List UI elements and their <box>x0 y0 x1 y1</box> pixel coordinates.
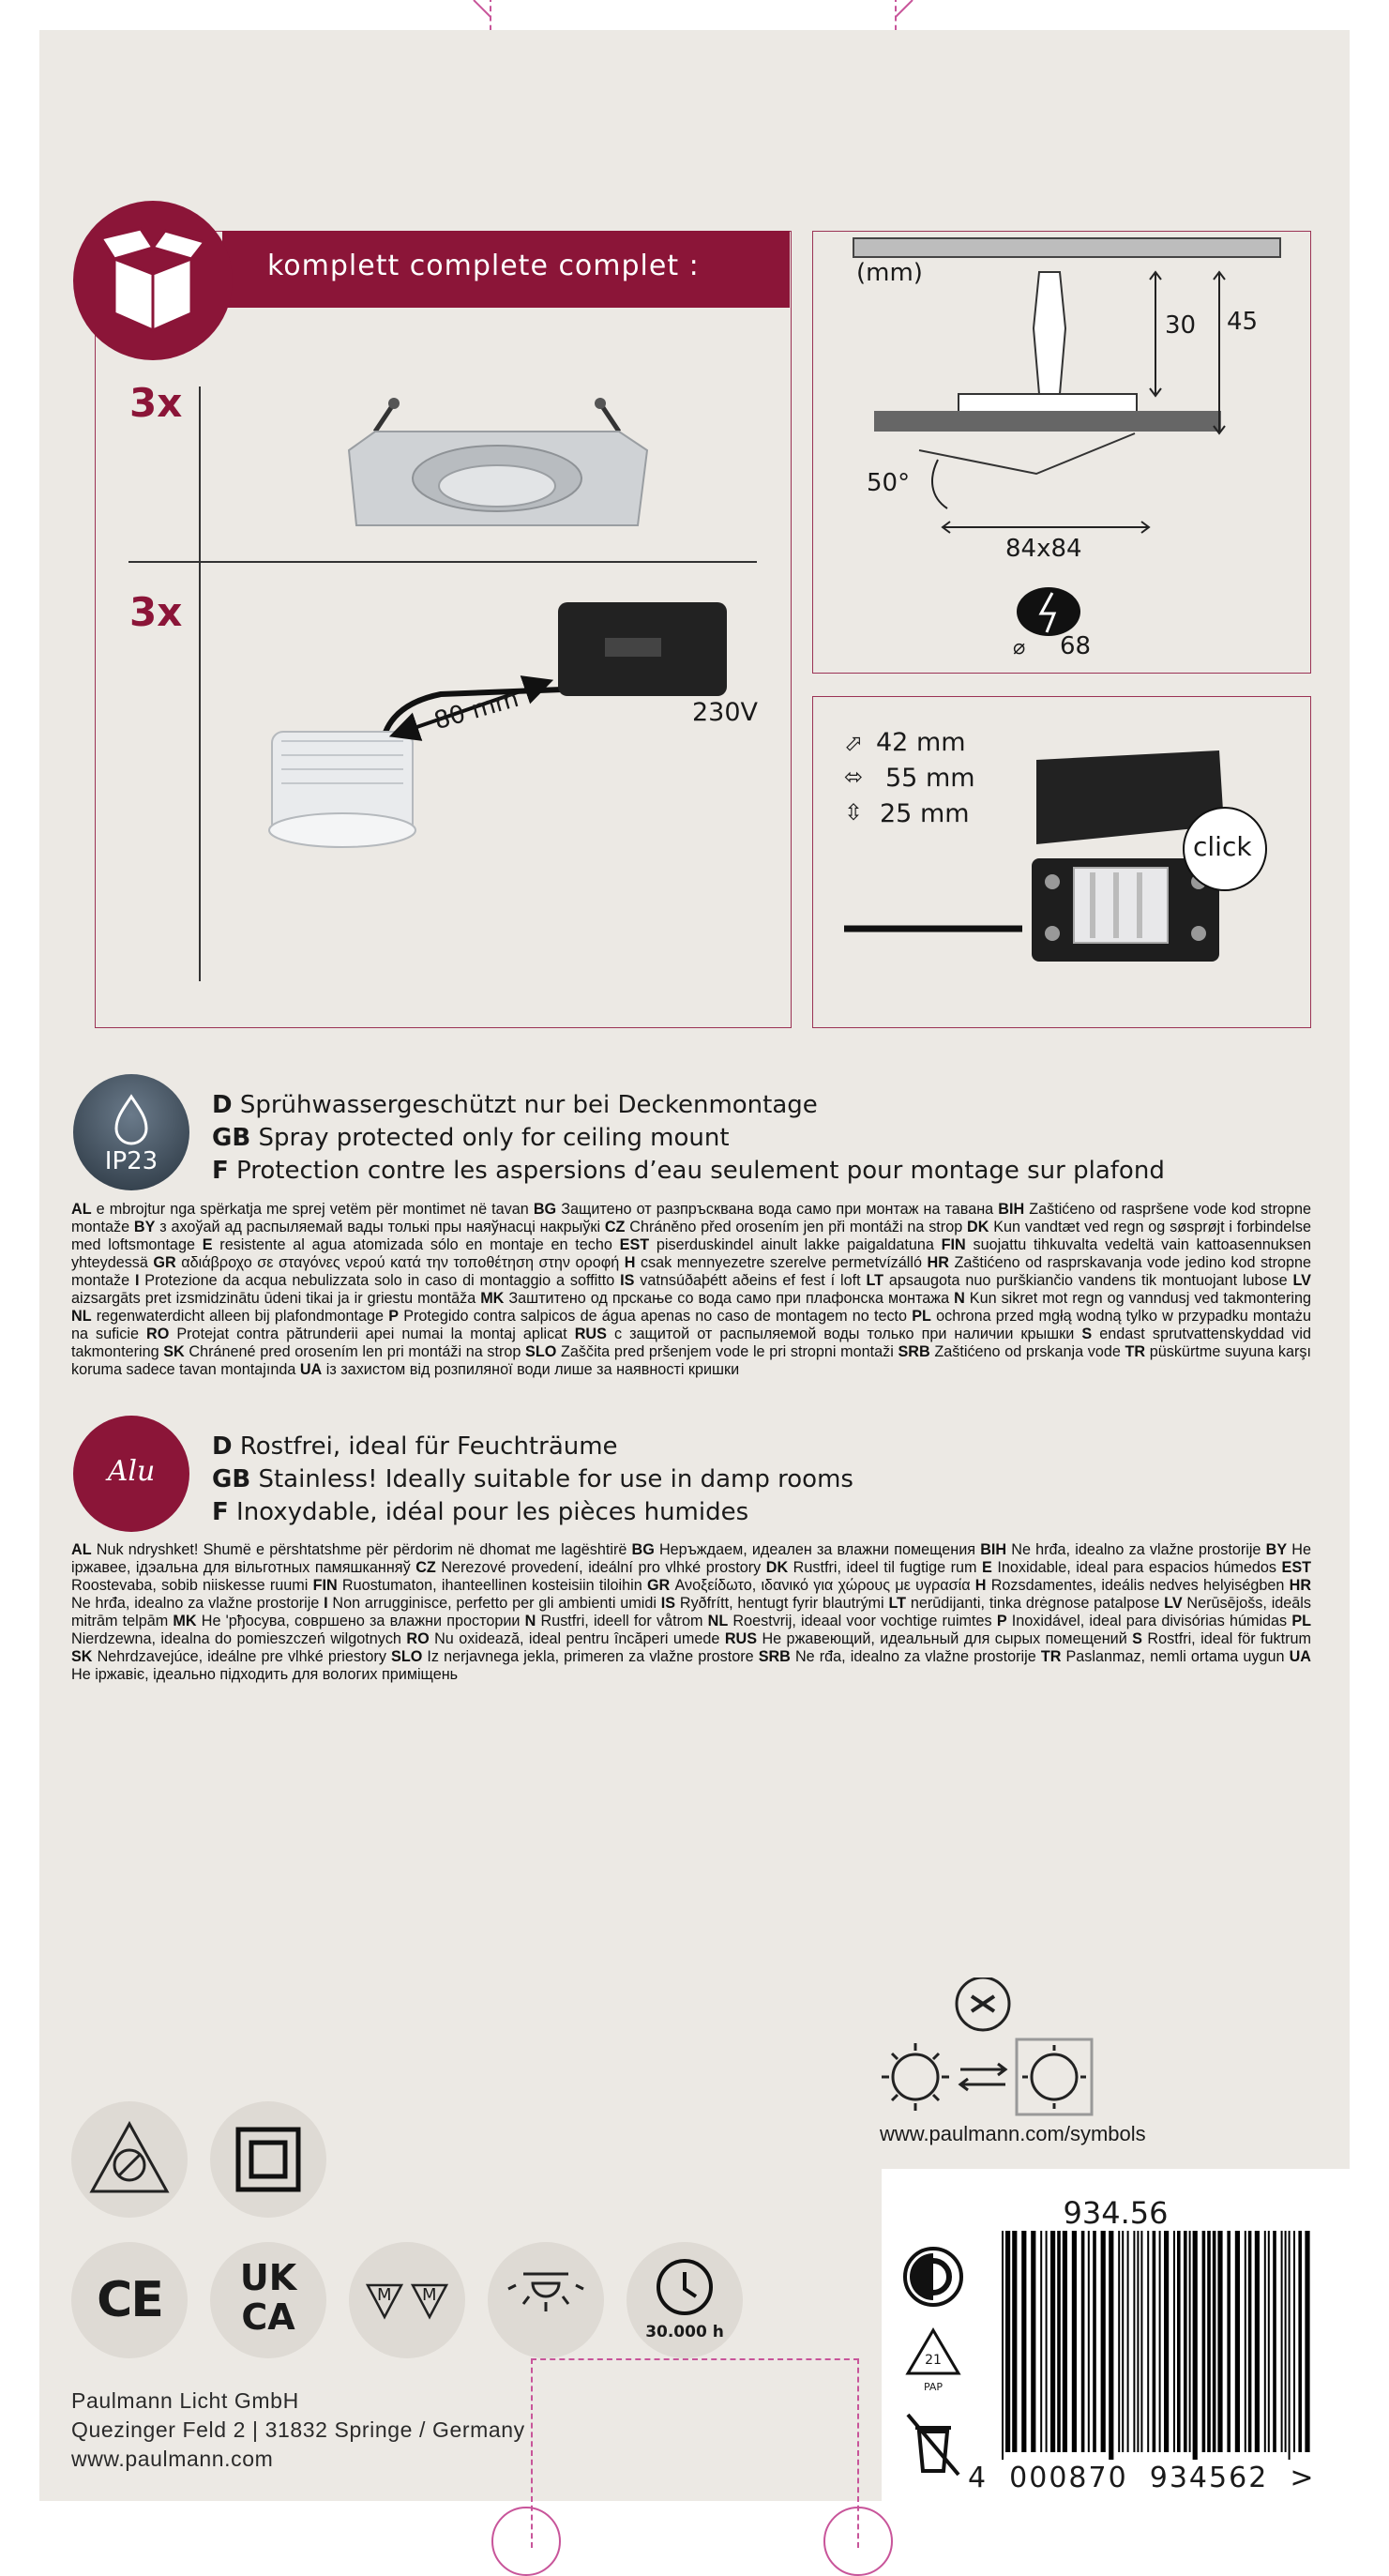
translation-text: з ахоўай ад распыляемай вады толькі пры наяўнасці накрыўкі <box>155 1219 605 1235</box>
hang-hole-left <box>491 2507 561 2576</box>
barcode-bar <box>1050 2231 1055 2452</box>
led-module-illustration <box>253 591 760 863</box>
box-width-label: 55 mm <box>885 764 975 793</box>
mm-left-text: M <box>377 2285 392 2305</box>
lang-code: LV <box>1292 1272 1311 1289</box>
barcode-bar <box>1046 2231 1048 2452</box>
barcode-bar <box>1137 2231 1139 2452</box>
translation-text: Chránené pred orosením len pri montáži na strop <box>184 1343 526 1360</box>
barcode-bar <box>1285 2231 1287 2452</box>
ean-barcode <box>998 2231 1317 2460</box>
lang-code: SLO <box>391 1648 423 1665</box>
translation-text: αδιάβροχο σε σταγόνες νερού κατά την τοποθέτηση στην οροφή <box>175 1254 625 1271</box>
lang-code: DK <box>765 1559 789 1576</box>
barcode-bar <box>1248 2231 1252 2452</box>
lang-code: MK <box>480 1290 505 1307</box>
translation-text: Ne rđa, idealno za vlažne prostorije <box>790 1648 1041 1665</box>
lang-code: SRB <box>898 1343 930 1360</box>
translation-text: suojattu tihkuvalta vedeltä vain kattoasennuksen yhteydessä <box>71 1236 1311 1271</box>
alu-line-f: F Inoxydable, idéal pour les pièces humides <box>212 1498 749 1526</box>
lang-code: UA <box>1289 1648 1311 1665</box>
barcode-bar <box>1202 2231 1206 2452</box>
barcode-bar <box>1207 2231 1211 2452</box>
company-website[interactable]: www.paulmann.com <box>71 2447 274 2471</box>
lang-code: DK <box>967 1219 989 1235</box>
barcode-bar <box>1005 2231 1010 2452</box>
cutout-diameter-label: 68 <box>1060 632 1092 660</box>
translation-text: Non arrugginisce, perfetto per gli ambienti umidi <box>327 1595 661 1612</box>
ip23-label: IP23 <box>104 1147 159 1175</box>
double-insulation-icon <box>210 2101 326 2218</box>
lang-code: FIN <box>941 1236 966 1253</box>
barcode-bar <box>1012 2231 1017 2452</box>
barcode-bar <box>1227 2231 1230 2452</box>
tilt-angle-label: 50° <box>867 469 911 497</box>
barcode-bar <box>1289 2231 1291 2460</box>
translation-text: Protezione da acqua nebulizzata solo in caso di montaggio a soffitto <box>139 1272 621 1289</box>
translation-text: Неръждаем, идеален за влажни помещения <box>654 1541 981 1558</box>
barcode-bar <box>1177 2231 1181 2452</box>
open-box-icon <box>73 201 233 360</box>
barcode-bar <box>1281 2231 1283 2452</box>
translation-text: Nuk ndryshket! Shumë e përshtatshme për përdorim në dhomat me lagështirë <box>91 1541 632 1558</box>
translation-text: Zaštićeno od rasprskavanja vode jedino kod stropne montaže <box>71 1254 1311 1289</box>
voltage-label: 230V <box>692 698 759 727</box>
lang-code: PL <box>912 1308 931 1325</box>
barcode-bar <box>1245 2231 1246 2452</box>
alu-lead-text <box>212 1431 1291 1529</box>
lang-code: E <box>982 1559 992 1576</box>
barcode-bar <box>1021 2231 1026 2452</box>
lang-code: N <box>524 1613 536 1629</box>
translation-text: Rostfri, ideal för fuktrum <box>1141 1630 1312 1647</box>
class-ii-symbol <box>210 2101 326 2218</box>
ukca-bottom-text: CA <box>241 2296 295 2338</box>
die-cut-bottom-tab <box>531 2358 859 2548</box>
translation-text: e mbrojtur nga spërkatja me sprej vetëm për montimet në tavan <box>91 1201 534 1218</box>
trash-bin-icon <box>904 2411 962 2477</box>
translation-text: Не 'рђосува, совршено за влажни простории <box>196 1613 525 1629</box>
ceiling-light-icon <box>488 2242 604 2358</box>
translation-text: Защитено от разпръсквана вода само при монтаж на тавана <box>556 1201 999 1218</box>
translation-text: Заштитено од прскање со вода само при плафонска монтажа <box>504 1290 955 1307</box>
lifetime-label: 30.000 h <box>645 2323 724 2341</box>
barcode-bar <box>1101 2231 1106 2452</box>
translation-text: Nerūsējošs, ideāls mitrām telpām <box>71 1595 1311 1629</box>
ukca-mark <box>210 2242 326 2358</box>
box-length-label: 42 mm <box>876 728 966 757</box>
barcode-bar <box>1081 2231 1085 2452</box>
translation-text: Inoxidable, ideal para espacios húmedos <box>991 1559 1282 1576</box>
translation-text: csak mennyezetre szerelve permetvízálló <box>635 1254 928 1271</box>
translation-text: Kun sikret mot regn og vanndusj ved takmontering <box>964 1290 1311 1307</box>
lang-code: RO <box>406 1630 430 1647</box>
lang-code: SLO <box>525 1343 557 1360</box>
manufacturer-address <box>71 2387 525 2474</box>
height-45-label: 45 <box>1227 308 1259 336</box>
click-label: click <box>1193 831 1252 862</box>
mm-triangle-icon <box>349 2242 465 2358</box>
ip-line-gb: GB Spray protected only for ceiling mount <box>212 1124 730 1152</box>
barcode-bar <box>1189 2231 1191 2452</box>
barcode-bar <box>1235 2231 1240 2452</box>
box-height-icon: ⇳ <box>844 799 864 826</box>
lang-code: RO <box>146 1326 170 1342</box>
translation-text: Не іржавее, ідэальна для вільготных памяшканняў <box>71 1541 1311 1576</box>
lang-code: BG <box>533 1201 557 1218</box>
barcode-bar <box>1040 2231 1042 2452</box>
lang-code: SRB <box>758 1648 791 1665</box>
lifetime-symbol <box>627 2242 743 2358</box>
translation-text: Nerezové provedení, ideální pro vlhké prostory <box>435 1559 766 1576</box>
lang-code: S <box>1132 1630 1142 1647</box>
translation-text: с защитой от распыляемой воды только при наличии крышки <box>606 1326 1082 1342</box>
barcode-bar <box>1072 2231 1077 2452</box>
translation-text: Inoxidável, ideal para divisórias húmidas <box>1006 1613 1292 1629</box>
lang-code: H <box>624 1254 636 1271</box>
translation-text: Zaščita pred pršenjem vode le pri stropni montaži <box>556 1343 898 1360</box>
lang-code: LT <box>866 1272 884 1289</box>
lang-code: RUS <box>574 1326 607 1342</box>
symbols-url[interactable]: www.paulmann.com/symbols <box>880 2122 1146 2145</box>
lang-code: CZ <box>604 1219 626 1235</box>
alu-badge <box>73 1416 189 1532</box>
ip-line-f: F Protection contre les aspersions d’eau seulement pour montage sur plafond <box>212 1157 1165 1185</box>
barcode-bar <box>1268 2231 1270 2452</box>
barcode-bar <box>1127 2231 1129 2452</box>
barcode-bar <box>1159 2231 1161 2452</box>
ip-line-d: D Sprühwassergeschützt nur bei Deckenmontage <box>212 1091 818 1119</box>
mm-mark <box>349 2242 465 2358</box>
lamp-safety-symbol <box>71 2101 188 2218</box>
translation-text: ochrona przed mgłą wodną tylko w przypadku montażu na suficie <box>71 1308 1311 1342</box>
lang-code: TR <box>1125 1343 1146 1360</box>
lang-code: HR <box>1289 1577 1312 1594</box>
lang-code: TR <box>1040 1648 1062 1665</box>
contents-horizontal-rule <box>128 561 757 563</box>
translation-text: Не ржавеющий, идеальный для сырых помещений <box>757 1630 1133 1647</box>
translation-text: Ne hrđa, idealno za vlažne prostorije <box>71 1595 325 1612</box>
lang-code: EST <box>1281 1559 1311 1576</box>
lang-code: I <box>134 1272 140 1289</box>
translation-text: Roestvrij, ideaal voor vochtige ruimtes <box>728 1613 997 1629</box>
translation-text: Zaštićeno od prskanja vode <box>929 1343 1125 1360</box>
barcode-bar <box>1293 2231 1295 2452</box>
mm-right-text: M <box>422 2285 437 2305</box>
translation-text: Chráněno před orosením jen při montáži na strop <box>625 1219 968 1235</box>
translation-text: Ruostumaton, ihanteellinen kosteisiin tiloihin <box>337 1577 647 1594</box>
box-height-label: 25 mm <box>880 799 970 828</box>
barcode-bar <box>1093 2231 1096 2452</box>
translation-text: Не іржавіє, ідеально підходить для вологих приміщень <box>71 1666 459 1683</box>
barcode-bar <box>1109 2231 1113 2460</box>
barcode-bar <box>1133 2231 1135 2452</box>
lang-code: NL <box>707 1613 729 1629</box>
barcode-bar <box>1147 2231 1149 2452</box>
translation-text: Rustfri, ideell for våtrom <box>536 1613 708 1629</box>
ukca-top-text: UK <box>239 2257 297 2298</box>
triangle-lamp-icon <box>71 2101 188 2218</box>
translation-text: Ne hrđa, idealno za vlažne prostorije <box>1006 1541 1266 1558</box>
translation-text: regenwaterdicht alleen bij plafondmontage <box>91 1308 389 1325</box>
lang-code: RUS <box>724 1630 758 1647</box>
ceiling-light-symbol <box>488 2242 604 2358</box>
lang-code: UA <box>299 1361 323 1378</box>
translation-text: endast sprutvattenskyddad vid takmontering <box>71 1326 1311 1360</box>
ce-text: CE <box>97 2272 162 2328</box>
lang-code: GR <box>153 1254 176 1271</box>
translation-text: resistente al agua atomizada sólo en montaje en techo <box>212 1236 620 1253</box>
unit-label: (mm) <box>856 259 923 287</box>
translation-text: Roostevaba, sobib niiskesse ruumi <box>71 1577 313 1594</box>
lang-code: SK <box>71 1648 93 1665</box>
barcode-digits: 4 000870 934562 > <box>968 2462 1316 2494</box>
barcode-bar <box>1057 2231 1061 2452</box>
barcode-bar <box>1088 2231 1090 2452</box>
translation-text: Protegido contra salpicos de água apenas no caso de montagem no tecto <box>399 1308 913 1325</box>
barcode-bar <box>1298 2231 1302 2452</box>
lang-code: LV <box>1164 1595 1183 1612</box>
translation-text: Protejat contra pătrunderii apei numai la montaj aplicat <box>169 1326 575 1342</box>
barcode-bar <box>1255 2231 1260 2452</box>
translation-text: Iz nerjavnega jekla, primeren za vlažne prostore <box>422 1648 759 1665</box>
lang-code: SK <box>163 1343 185 1360</box>
alu-translations <box>71 1541 1311 1691</box>
green-dot-icon <box>900 2244 966 2310</box>
lang-code: IS <box>660 1595 676 1612</box>
lang-code: LT <box>888 1595 907 1612</box>
lang-code: E <box>202 1236 213 1253</box>
alu-line-gb: GB Stainless! Ideally suitable for use in damp rooms <box>212 1465 853 1493</box>
barcode-bar <box>1273 2231 1276 2452</box>
lang-code: S <box>1081 1326 1093 1342</box>
lang-code: EST <box>619 1236 650 1253</box>
barcode-bar <box>1153 2231 1156 2452</box>
translation-text: Ryðfrítt, hentugt fyrir blautrými <box>675 1595 889 1612</box>
translation-text: Nehrdzavejúce, ideálne pre vlhké priestory <box>92 1648 392 1665</box>
translation-text: nerūdijanti, tinka drėgnose patalpose <box>906 1595 1165 1612</box>
translation-text: Nierdzewna, idealna do pomieszczeń wilgotnych <box>71 1630 407 1647</box>
alu-line-d: D Rostfrei, ideal für Feuchträume <box>212 1432 618 1461</box>
barcode-bar <box>1140 2231 1142 2452</box>
quantity-module: 3x <box>129 589 183 635</box>
box-width-icon: ⬄ <box>844 764 864 790</box>
lang-code: BY <box>1265 1541 1288 1558</box>
translation-text: Rozsdamentes, ideális nedves helyiségben <box>986 1577 1290 1594</box>
box-icon-badge <box>73 201 233 360</box>
lang-code: H <box>974 1577 987 1594</box>
cable-length-label: 80 mm <box>430 684 522 736</box>
barcode-bar <box>1002 2231 1004 2460</box>
barcode-bar <box>1213 2231 1216 2452</box>
lang-code: IS <box>620 1272 635 1289</box>
translation-text: aizsargāts pret izsmidzinātu ūdeni tikai ja ir griestu montāža <box>71 1290 481 1307</box>
die-cut-top-corners <box>464 0 924 28</box>
lang-code: P <box>996 1613 1007 1629</box>
lang-code: N <box>954 1290 965 1307</box>
barcode-bar <box>1164 2231 1169 2452</box>
lang-code: AL <box>71 1201 92 1218</box>
installer-swap-icon <box>874 1977 1099 2118</box>
translation-text: apsaugota nuo purškiančio vandens tik montuojant lubose <box>883 1272 1293 1289</box>
article-number: 934.56 <box>1063 2195 1169 2231</box>
lang-code: BIH <box>980 1541 1007 1558</box>
recycle-code: 21 <box>925 2353 942 2368</box>
box-length-icon: ⬀ <box>844 730 864 756</box>
recycle-material: PAP <box>923 2381 944 2393</box>
barcode-bar <box>1217 2231 1222 2452</box>
translation-text: vatnsúðaþétt aðeins ef fest í loft <box>634 1272 867 1289</box>
street-address: Quezinger Feld 2 | 31832 Springe / Germany <box>71 2417 525 2442</box>
lang-code: P <box>388 1308 400 1325</box>
lang-code: PL <box>1291 1613 1312 1629</box>
lang-code: HR <box>927 1254 949 1271</box>
lang-code: NL <box>71 1308 92 1325</box>
dimension-drawing <box>825 235 1304 666</box>
lang-code: GR <box>646 1577 671 1594</box>
translation-text: Rustfri, ideel til fugtige rum <box>788 1559 983 1576</box>
ip-lead-text <box>212 1089 1291 1188</box>
barcode-bar <box>1264 2231 1266 2452</box>
contents-banner-text: komplett complete complet : <box>267 250 700 282</box>
translation-text: із захистом від розпиляної води лише за наявності кришки <box>322 1361 740 1378</box>
barcode-bar <box>1173 2231 1175 2452</box>
recessed-frame-illustration <box>338 385 657 535</box>
ce-mark <box>71 2242 188 2358</box>
height-30-label: 30 <box>1165 311 1197 340</box>
translation-text: Zaštićeno od raspršene vode kod stropne montaže <box>71 1201 1311 1235</box>
lang-code: AL <box>71 1541 92 1558</box>
ip-translations <box>71 1201 1311 1396</box>
translation-text: Paslanmaz, nemli ortama uygun <box>1061 1648 1290 1665</box>
translation-text: Nu oxidează, ideal pentru încăperi umede <box>429 1630 725 1647</box>
size-label: 84x84 <box>1005 535 1082 563</box>
quantity-fixture: 3x <box>129 380 183 426</box>
company-name: Paulmann Licht GmbH <box>71 2388 299 2413</box>
ip23-badge <box>73 1074 189 1190</box>
lang-code: MK <box>173 1613 197 1629</box>
alu-label: Alu <box>107 1455 156 1488</box>
barcode-bar <box>1063 2231 1067 2452</box>
lang-code: BY <box>133 1219 156 1235</box>
barcode-bar <box>1118 2231 1120 2452</box>
barcode-bar <box>1184 2231 1187 2452</box>
lang-code: FIN <box>312 1577 338 1594</box>
translation-text: Ανοξείδωτο, ιδανικό για χώρους με υγρασία <box>670 1577 975 1594</box>
hang-hole-right <box>823 2507 893 2576</box>
barcode-bar <box>1305 2231 1309 2452</box>
barcode-area <box>882 2169 1350 2501</box>
barcode-bar <box>1193 2231 1198 2460</box>
barcode-bar <box>1031 2231 1035 2452</box>
junction-box-illustration <box>844 741 1285 985</box>
lang-code: I <box>324 1595 328 1612</box>
translation-text: Kun vandtæt ved regn og søsprøjt i forbindelse med loftsmontage <box>71 1219 1311 1253</box>
translation-text: piserduskindel ainult lakke paigaldatuna <box>649 1236 942 1253</box>
contents-vertical-rule <box>199 386 201 981</box>
barcode-bar <box>1122 2231 1124 2452</box>
lang-code: CZ <box>415 1559 436 1576</box>
translation-text: püskürtme suyuna karşı koruma sadece tavan montajında <box>71 1343 1311 1378</box>
lang-code: BG <box>631 1541 655 1558</box>
lang-code: BIH <box>998 1201 1025 1218</box>
cutout-diameter-symbol: ⌀ <box>1013 636 1026 659</box>
